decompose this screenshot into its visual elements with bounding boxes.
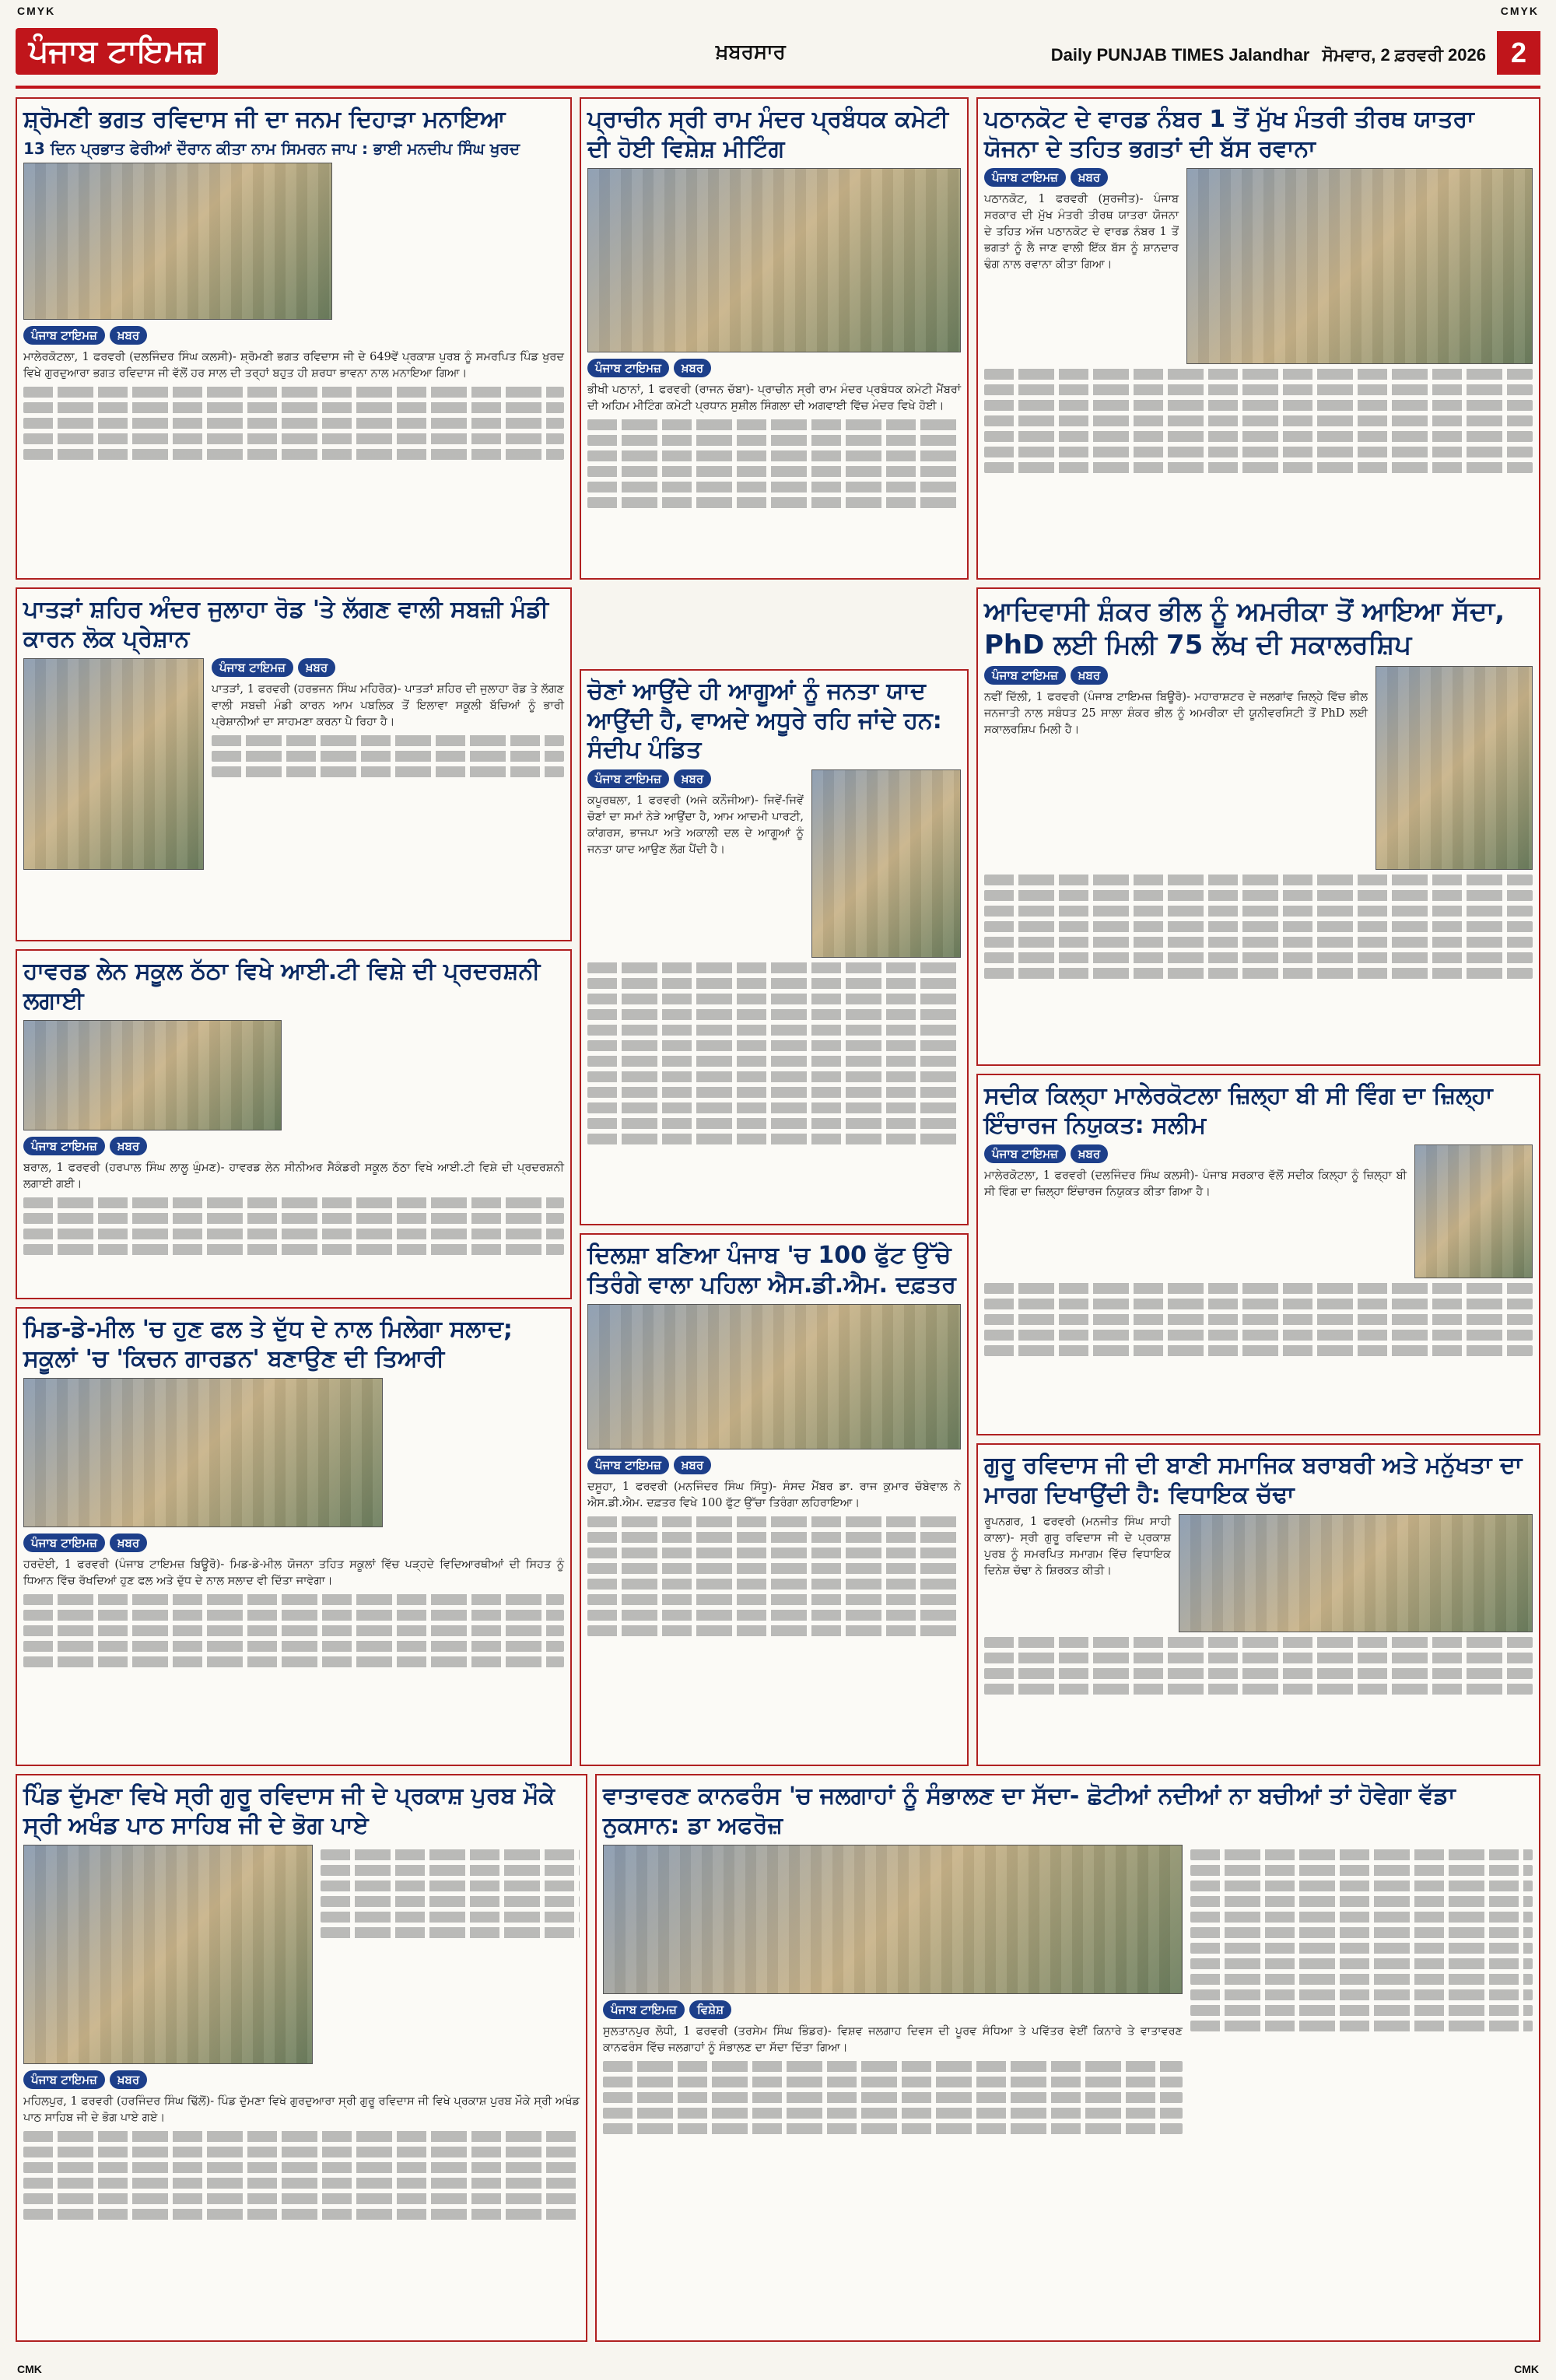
story-headline: ਪ੍ਰਾਚੀਨ ਸ੍ਰੀ ਰਾਮ ਮੰਦਰ ਪ੍ਰਬੰਧਕ ਕਮੇਟੀ ਦੀ ਹੋਈ ਵਿਸ਼ੇਸ਼ ਮੀਟਿੰਗ bbox=[587, 106, 948, 163]
story-photo bbox=[587, 168, 961, 352]
paper-dateline bbox=[1051, 45, 1486, 65]
story-headline: ਸਦੀਕ ਕਿਲ੍ਹਾ ਮਾਲੇਰਕੋਟਲਾ ਜ਼ਿਲ੍ਹਾ ਬੀ ਸੀ ਵਿੰਗ ਦਾ ਜ਼ਿਲ੍ਹਾ ਇੰਚਾਰਜ ਨਿਯੁਕਤ: ਸਲੀਮ bbox=[984, 1082, 1493, 1139]
story-body: ਮਾਲੇਰਕੋਟਲਾ, 1 ਫਰਵਰੀ (ਦਲਜਿੰਦਰ ਸਿੰਘ ਕਲਸੀ)- ਪੰਜਾਬ ਸਰਕਾਰ ਵੱਲੋਂ ਸਦੀਕ ਕਿਲ੍ਹਾ ਨੂੰ ਜ਼ਿਲ੍ਹਾ ਬੀ ਸੀ ਵਿੰਗ ਦਾ ਜ਼ਿਲ੍ਹਾ ਇੰਚਾਰਜ ਨਿਯੁਕਤ ਕੀਤਾ ਗਿਆ ਹੈ। bbox=[984, 1169, 1407, 1199]
news-tag: ਖ਼ਬਰ bbox=[110, 1534, 147, 1552]
story-photo bbox=[23, 163, 332, 320]
story-body: ਸੁਲਤਾਨਪੁਰ ਲੋਧੀ, 1 ਫਰਵਰੀ (ਤਰਸੇਮ ਸਿੰਘ ਭਿੰਡਰ)- ਵਿਸ਼ਵ ਜਲਗਾਹ ਦਿਵਸ ਦੀ ਪੂਰਵ ਸੰਧਿਆ ਤੇ ਪਵਿੱਤਰ ਵੇਈਂ ਕਿਨਾਰੇ ਤੇ ਵਾਤਾਵਰਣ ਕਾਨਫਰੰਸ ਵਿੱਚ ਜਲਗਾਹਾਂ ਨੂੰ ਸੰਭਾਲਣ ਦਾ ਸੱਦਾ ਦਿੱਤਾ ਗਿਆ। bbox=[603, 2025, 1183, 2055]
story-body: ਪਾਤੜਾਂ, 1 ਫਰਵਰੀ (ਹਰਭਜਨ ਸਿੰਘ ਮਹਿਰੋਕ)- ਪਾਤੜਾਂ ਸ਼ਹਿਰ ਦੀ ਜੁਲਾਹਾ ਰੋਡ ਤੇ ਲੱਗਣ ਵਾਲੀ ਸਬਜ਼ੀ ਮੰਡੀ ਕਾਰਨ ਆਮ ਪਬਲਿਕ ਤੋਂ ਇਲਾਵਾ ਸਕੂਲੀ ਬੱਚਿਆਂ ਨੂੰ ਭਾਰੀ ਪ੍ਰੇਸ਼ਾਨੀਆਂ ਦਾ ਸਾਹਮਣਾ ਕਰਨਾ ਪੈ ਰਿਹਾ ਹੈ। bbox=[212, 683, 564, 729]
news-tag: ਖ਼ਬਰ bbox=[674, 359, 711, 377]
story-headline: ਦਿਲਸ਼ਾ ਬਣਿਆ ਪੰਜਾਬ 'ਚ 100 ਫੁੱਟ ਉੱਚੇ ਤਿਰੰਗੇ ਵਾਲਾ ਪਹਿਲਾ ਐਸ.ਡੀ.ਐਮ. ਦਫ਼ਤਰ bbox=[587, 1242, 956, 1299]
registration-mark-bottom-left: CMK bbox=[17, 2363, 42, 2375]
story-body: ਮਹਿਲਪੁਰ, 1 ਫਰਵਰੀ (ਹਰਜਿੰਦਰ ਸਿੰਘ ਢਿੱਲੋਂ)- ਪਿੰਡ ਦੁੱਮਣਾ ਵਿਖੇ ਗੁਰਦੁਆਰਾ ਸ੍ਰੀ ਗੁਰੂ ਰਵਿਦਾਸ ਜੀ ਵਿਖੇ ਪ੍ਰਕਾਸ਼ ਪੁਰਬ ਮੌਕੇ ਸ੍ਰੀ ਅਖੰਡ ਪਾਠ ਸਾਹਿਬ ਜੀ ਦੇ ਭੋਗ ਪਾਏ ਗਏ। bbox=[23, 2095, 580, 2125]
story-environment-conference bbox=[595, 1774, 1540, 2342]
story-subhead: 13 ਦਿਨ ਪ੍ਰਭਾਤ ਫੇਰੀਆਂ ਦੌਰਾਨ ਕੀਤਾ ਨਾਮ ਸਿਮਰਨ ਜਾਪ : ਭਾਈ ਮਨਦੀਪ ਸਿੰਘ ਖੁਰਦ bbox=[23, 138, 520, 158]
source-tag: ਪੰਜਾਬ ਟਾਇਮਜ਼ bbox=[984, 1144, 1066, 1163]
story-photo bbox=[1376, 666, 1533, 870]
story-body: ਦਸੂਹਾ, 1 ਫਰਵਰੀ (ਮਨਜਿੰਦਰ ਸਿੰਘ ਸਿੱਧੂ)- ਸੰਸਦ ਮੈਂਬਰ ਡਾ. ਰਾਜ ਕੁਮਾਰ ਚੱਬੇਵਾਲ ਨੇ ਐਸ.ਡੀ.ਐਮ. ਦਫ਼ਤਰ ਵਿਖੇ 100 ਫੁੱਟ ਉੱਚਾ ਤਿਰੰਗਾ ਲਹਿਰਾਇਆ। bbox=[587, 1481, 961, 1510]
source-tag: ਪੰਜਾਬ ਟਾਇਮਜ਼ bbox=[984, 168, 1066, 187]
story-headline: ਪਾਤੜਾਂ ਸ਼ਹਿਰ ਅੰਦਰ ਜੁਲਾਹਾ ਰੋਡ 'ਤੇ ਲੱਗਣ ਵਾਲੀ ਸਬਜ਼ੀ ਮੰਡੀ ਕਾਰਨ ਲੋਕ ਪ੍ਰੇਸ਼ਾਨ bbox=[23, 596, 548, 653]
story-headline: ਆਦਿਵਾਸੀ ਸ਼ੰਕਰ ਭੀਲ ਨੂੰ ਅਮਰੀਕਾ ਤੋਂ ਆਇਆ ਸੱਦਾ, PhD ਲਈ ਮਿਲੀ 75 ਲੱਖ ਦੀ ਸਕਾਲਰਸ਼ਿਪ bbox=[984, 596, 1505, 661]
news-tag: ਖ਼ਬਰ bbox=[674, 1456, 711, 1474]
story-tricolour-sdm-office bbox=[580, 1233, 969, 1766]
source-tag: ਪੰਜਾਬ ਟਾਇਮਜ਼ bbox=[587, 359, 669, 377]
story-body: ਭੀਖੀ ਪਠਾਨਾਂ, 1 ਫਰਵਰੀ (ਰਾਜਨ ਚੱਬਾ)- ਪ੍ਰਾਚੀਨ ਸ੍ਰੀ ਰਾਮ ਮੰਦਰ ਪ੍ਰਬੰਧਕ ਕਮੇਟੀ ਮੈਂਬਰਾਂ ਦੀ ਅਹਿਮ ਮੀਟਿੰਗ ਕਮੇਟੀ ਪ੍ਰਧਾਨ ਸੁਸ਼ੀਲ ਸਿੰਗਲਾ ਦੀ ਅਗਵਾਈ ਵਿੱਚ ਮੰਦਰ ਵਿਖੇ ਹੋਈ। bbox=[587, 384, 961, 413]
story-body: ਬਰਾਲ, 1 ਫਰਵਰੀ (ਹਰਪਾਲ ਸਿੰਘ ਲਾਲੂ ਘੁੰਮਣ)- ਹਾਵਰਡ ਲੇਨ ਸੀਨੀਅਰ ਸੈਕੰਡਰੀ ਸਕੂਲ ਠੱਠਾ ਵਿਖੇ ਆਈ.ਟੀ ਵਿਸ਼ੇ ਦੀ ਪ੍ਰਦਰਸ਼ਨੀ ਲਗਾਈ ਗਈ। bbox=[23, 1162, 564, 1191]
story-headline: ਮਿਡ-ਡੇ-ਮੀਲ 'ਚ ਹੁਣ ਫਲ ਤੇ ਦੁੱਧ ਦੇ ਨਾਲ ਮਿਲੇਗਾ ਸਲਾਦ; ਸਕੂਲਾਂ 'ਚ 'ਕਿਚਨ ਗਾਰਡਨ' ਬਣਾਉਣ ਦੀ ਤਿਆਰੀ bbox=[23, 1316, 513, 1372]
story-body: ਕਪੂਰਥਲਾ, 1 ਫਰਵਰੀ (ਅਜੇ ਕਨੌਜੀਆ)- ਜਿਵੇਂ-ਜਿਵੇਂ ਚੋਣਾਂ ਦਾ ਸਮਾਂ ਨੇੜੇ ਆਉਂਦਾ ਹੈ, ਆਮ ਆਦਮੀ ਪਾਰਟੀ, ਕਾਂਗਰਸ, ਭਾਜਪਾ ਅਤੇ ਅਕਾਲੀ ਦਲ ਦੇ ਆਗੂਆਂ ਨੂੰ ਜਨਤਾ ਯਾਦ ਆਉਣ ਲੱਗ ਪੈਂਦੀ ਹੈ। bbox=[587, 794, 804, 856]
story-mid-day-meal bbox=[16, 1307, 572, 1766]
source-tag: ਪੰਜਾਬ ਟਾਇਮਜ਼ bbox=[23, 1137, 105, 1155]
registration-mark-left: CMYK bbox=[17, 5, 56, 17]
source-tag: ਪੰਜਾਬ ਟਾਇਮਜ਼ bbox=[587, 769, 669, 788]
story-photo bbox=[23, 658, 204, 870]
story-body: ਮਾਲੇਰਕੋਟਲਾ, 1 ਫਰਵਰੀ (ਦਲਜਿੰਦਰ ਸਿੰਘ ਕਲਸੀ)- ਸ਼੍ਰੋਮਣੀ ਭਗਤ ਰਵਿਦਾਸ ਜੀ ਦੇ 649ਵੇਂ ਪ੍ਰਕਾਸ਼ ਪੁਰਬ ਨੂੰ ਸਮਰਪਿਤ ਪਿੰਡ ਖੁਰਦ ਵਿਖੇ ਗੁਰਦੁਆਰਾ ਭਗਤ ਰਵਿਦਾਸ ਜੀ ਵੱਲੋਂ ਹਰ ਸਾਲ ਦੀ ਤਰ੍ਹਾਂ ਬਹੁਤ ਹੀ ਸ਼ਰਧਾ ਭਾਵਨਾ ਨਾਲ ਮਨਾਇਆ ਗਿਆ। bbox=[23, 350, 564, 380]
registration-mark-right: CMYK bbox=[1500, 5, 1539, 17]
news-tag: ਖ਼ਬਰ bbox=[1071, 168, 1108, 187]
masthead bbox=[16, 23, 1540, 89]
source-tag: ਪੰਜਾਬ ਟਾਇਮਜ਼ bbox=[23, 2070, 105, 2089]
news-tag: ਖ਼ਬਰ bbox=[1071, 1144, 1108, 1163]
registration-mark-bottom-right: CMK bbox=[1514, 2363, 1539, 2375]
news-tag: ਖ਼ਬਰ bbox=[110, 1137, 147, 1155]
source-tag: ਪੰਜਾਬ ਟਾਇਮਜ਼ bbox=[984, 666, 1066, 685]
story-vegetable-market bbox=[16, 587, 572, 941]
story-photo bbox=[1414, 1144, 1533, 1278]
story-photo bbox=[23, 1378, 383, 1527]
story-photo bbox=[811, 769, 961, 958]
news-tag: ਖ਼ਬਰ bbox=[1071, 666, 1108, 685]
story-headline: ਗੁਰੂ ਰਵਿਦਾਸ ਜੀ ਦੀ ਬਾਣੀ ਸਮਾਜਿਕ ਬਰਾਬਰੀ ਅਤੇ ਮਨੁੱਖਤਾ ਦਾ ਮਾਰਗ ਦਿਖਾਉਂਦੀ ਹੈ: ਵਿਧਾਇਕ ਚੱਢਾ bbox=[984, 1452, 1523, 1509]
news-tag: ਖ਼ਬਰ bbox=[674, 769, 711, 788]
source-tag: ਪੰਜਾਬ ਟਾਇਮਜ਼ bbox=[212, 658, 293, 677]
story-photo bbox=[1179, 1514, 1533, 1632]
story-howard-lane-school bbox=[16, 949, 572, 1299]
story-mla-chadha bbox=[976, 1443, 1540, 1766]
source-tag: ਪੰਜਾਬ ਟਾਇਮਜ਼ bbox=[603, 2000, 685, 2019]
page-number: 2 bbox=[1497, 31, 1540, 75]
story-headline: ਚੋਣਾਂ ਆਉਂਦੇ ਹੀ ਆਗੂਆਂ ਨੂੰ ਜਨਤਾ ਯਾਦ ਆਉਂਦੀ ਹੈ, ਵਾਅਦੇ ਅਧੂਰੇ ਰਹਿ ਜਾਂਦੇ ਹਨ: ਸੰਦੀਪ ਪੰਡਿਤ bbox=[587, 678, 942, 763]
story-body: ਪਠਾਨਕੋਟ, 1 ਫਰਵਰੀ (ਸੁਰਜੀਤ)- ਪੰਜਾਬ ਸਰਕਾਰ ਦੀ ਮੁੱਖ ਮੰਤਰੀ ਤੀਰਥ ਯਾਤਰਾ ਯੋਜਨਾ ਦੇ ਤਹਿਤ ਅੱਜ ਪਠਾਨਕੋਟ ਦੇ ਵਾਰਡ ਨੰਬਰ 1 ਤੋਂ ਭਗਤਾਂ ਨੂੰ ਲੈ ਜਾਣ ਵਾਲੀ ਇੱਕ ਬੱਸ ਨੂੰ ਸ਼ਾਨਦਾਰ ਢੰਗ ਨਾਲ ਰਵਾਨਾ ਕੀਤਾ ਗਿਆ। bbox=[984, 193, 1179, 272]
story-sadeeq-appointment bbox=[976, 1074, 1540, 1435]
story-ravidas-birthday bbox=[16, 97, 572, 580]
story-body: ਰੂਪਨਗਰ, 1 ਫਰਵਰੀ (ਮਨਜੀਤ ਸਿੰਘ ਸਾਹੀ ਕਾਲਾ)- ਸ੍ਰੀ ਗੁਰੂ ਰਵਿਦਾਸ ਜੀ ਦੇ ਪ੍ਰਕਾਸ਼ ਪੁਰਬ ਨੂੰ ਸਮਰਪਿਤ ਸਮਾਗਮ ਵਿੱਚ ਵਿਧਾਇਕ ਦਿਨੇਸ਼ ਚੱਢਾ ਨੇ ਸ਼ਿਰਕਤ ਕੀਤੀ। bbox=[984, 1516, 1171, 1578]
story-photo bbox=[23, 1845, 313, 2064]
special-tag: ਵਿਸ਼ੇਸ਼ bbox=[689, 2000, 731, 2019]
issue-date: ਸੋਮਵਾਰ, 2 ਫ਼ਰਵਰੀ 2026 bbox=[1322, 45, 1486, 65]
story-sandeep-pandit bbox=[580, 669, 969, 1225]
story-shankar-bhil bbox=[976, 587, 1540, 1066]
story-headline: ਹਾਵਰਡ ਲੇਨ ਸਕੂਲ ਠੱਠਾ ਵਿਖੇ ਆਈ.ਟੀ ਵਿਸ਼ੇ ਦੀ ਪ੍ਰਦਰਸ਼ਨੀ ਲਗਾਈ bbox=[23, 958, 541, 1015]
news-tag: ਖ਼ਬਰ bbox=[298, 658, 335, 677]
story-ram-mandir-meeting bbox=[580, 97, 969, 580]
story-photo bbox=[587, 1304, 961, 1449]
paper-name: Daily PUNJAB TIMES Jalandhar bbox=[1050, 45, 1310, 65]
news-tag: ਖ਼ਬਰ bbox=[110, 326, 147, 345]
story-photo bbox=[1186, 168, 1533, 364]
story-headline: ਪਿੰਡ ਦੁੱਮਣਾ ਵਿਖੇ ਸ੍ਰੀ ਗੁਰੂ ਰਵਿਦਾਸ ਜੀ ਦੇ ਪ੍ਰਕਾਸ਼ ਪੁਰਬ ਮੌਕੇ ਸ੍ਰੀ ਅਖੰਡ ਪਾਠ ਸਾਹਿਬ ਜੀ ਦੇ ਭੋਗ ਪਾਏ bbox=[23, 1782, 555, 1839]
section-title: ਖ਼ਬਰਸਾਰ bbox=[716, 40, 786, 64]
news-tag: ਖ਼ਬਰ bbox=[110, 2070, 147, 2089]
story-photo bbox=[23, 1020, 282, 1130]
story-headline: ਸ਼੍ਰੋਮਣੀ ਭਗਤ ਰਵਿਦਾਸ ਜੀ ਦਾ ਜਨਮ ਦਿਹਾੜਾ ਮਨਾਇਆ bbox=[23, 106, 506, 133]
story-headline: ਪਠਾਨਕੋਟ ਦੇ ਵਾਰਡ ਨੰਬਰ 1 ਤੋਂ ਮੁੱਖ ਮੰਤਰੀ ਤੀਰਥ ਯਾਤਰਾ ਯੋਜਨਾ ਦੇ ਤਹਿਤ ਭਗਤਾਂ ਦੀ ਬੱਸ ਰਵਾਨਾ bbox=[984, 106, 1474, 163]
source-tag: ਪੰਜਾਬ ਟਾਇਮਜ਼ bbox=[23, 326, 105, 345]
story-body: ਹਰਦੋਈ, 1 ਫਰਵਰੀ (ਪੰਜਾਬ ਟਾਇਮਜ਼ ਬਿਊਰੋ)- ਮਿਡ-ਡੇ-ਮੀਲ ਯੋਜਨਾ ਤਹਿਤ ਸਕੂਲਾਂ ਵਿੱਚ ਪੜ੍ਹਦੇ ਵਿਦਿਆਰਥੀਆਂ ਦੀ ਸਿਹਤ ਨੂੰ ਧਿਆਨ ਵਿੱਚ ਰੱਖਦਿਆਂ ਹੁਣ ਫਲ ਅਤੇ ਦੁੱਧ ਦੇ ਨਾਲ ਸਲਾਦ ਵੀ ਦਿੱਤਾ ਜਾਵੇਗਾ। bbox=[23, 1558, 564, 1588]
story-dumna-village bbox=[16, 1774, 587, 2342]
story-body: ਨਵੀਂ ਦਿੱਲੀ, 1 ਫਰਵਰੀ (ਪੰਜਾਬ ਟਾਇਮਜ਼ ਬਿਊਰੋ)- ਮਹਾਰਾਸ਼ਟਰ ਦੇ ਜਲਗਾਂਵ ਜ਼ਿਲ੍ਹੇ ਵਿੱਚ ਭੀਲ ਜਨਜਾਤੀ ਨਾਲ ਸਬੰਧਤ 25 ਸਾਲਾ ਸ਼ੰਕਰ ਭੀਲ ਨੂੰ ਅਮਰੀਕਾ ਦੀ ਯੂਨੀਵਰਸਿਟੀ ਤੋਂ PhD ਲਈ ਸਕਾਲਰਸ਼ਿਪ ਮਿਲੀ ਹੈ। bbox=[984, 691, 1368, 737]
story-pathankot-pilgrimage bbox=[976, 97, 1540, 580]
source-tag: ਪੰਜਾਬ ਟਾਇਮਜ਼ bbox=[23, 1534, 105, 1552]
source-tag: ਪੰਜਾਬ ਟਾਇਮਜ਼ bbox=[587, 1456, 669, 1474]
story-headline: ਵਾਤਾਵਰਣ ਕਾਨਫਰੰਸ 'ਚ ਜਲਗਾਹਾਂ ਨੂੰ ਸੰਭਾਲਣ ਦਾ ਸੱਦਾ- ਛੋਟੀਆਂ ਨਦੀਆਂ ਨਾ ਬਚੀਆਂ ਤਾਂ ਹੋਵੇਗਾ ਵੱਡਾ ਨੁਕਸਾਨ: ਡਾ ਅਫਰੋਜ਼ bbox=[603, 1782, 1456, 1839]
newspaper-logo: ਪੰਜਾਬ ਟਾਇਮਜ਼ bbox=[16, 28, 218, 75]
story-photo bbox=[603, 1845, 1183, 1994]
